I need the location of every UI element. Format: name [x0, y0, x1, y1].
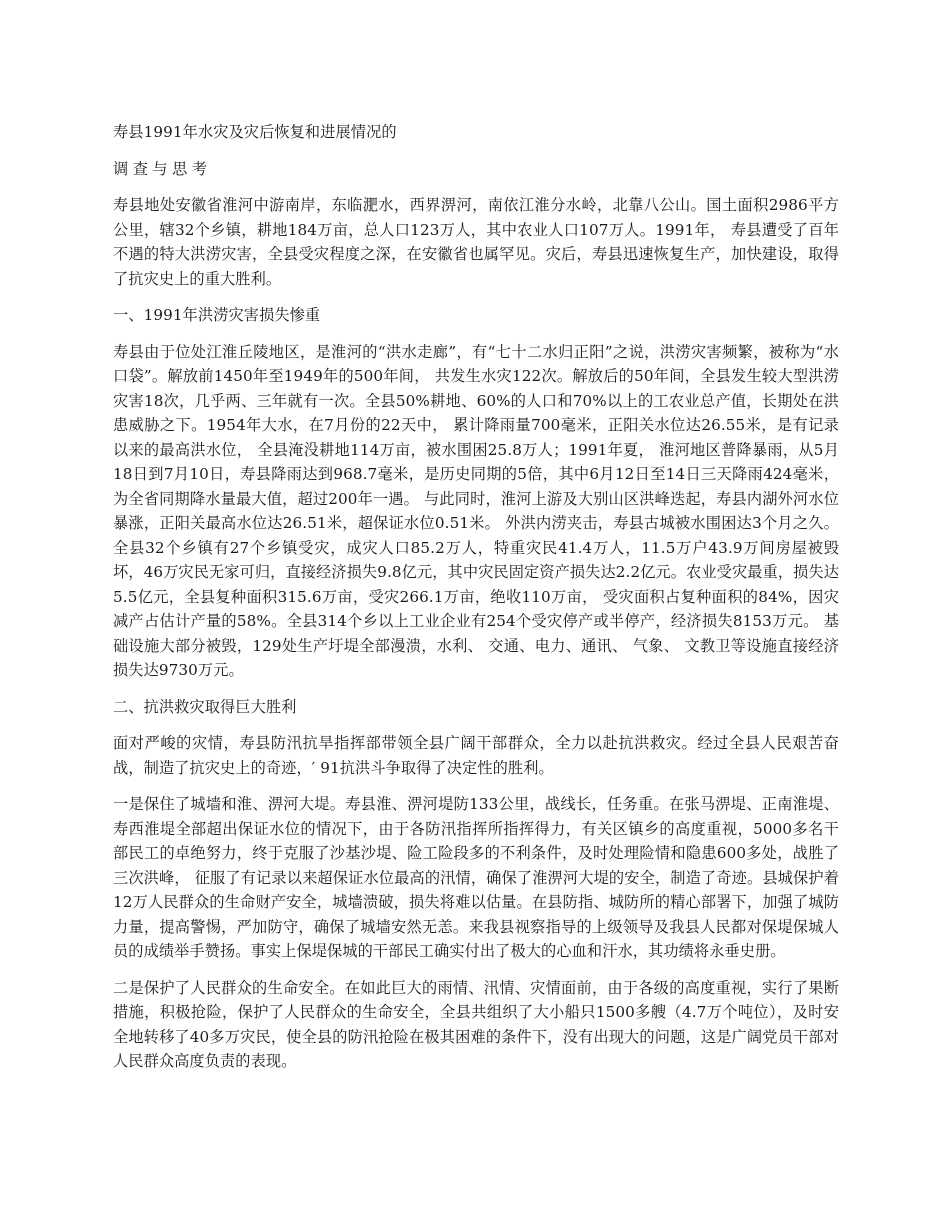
document-title: 寿县1991年水灾及灾后恢复和进展情况的	[113, 123, 397, 141]
section-heading-1: 一、1991年洪涝灾害损失惨重	[113, 306, 321, 324]
document-page	[113, 120, 839, 1086]
intro-paragraph: 寿县地处安徽省淮河中游南岸，东临淝水，西界淠河，南依江淮分水岭，北靠八公山。国土面积2986平方公里，辖32个乡镇，耕地184万亩，总人口123万人，其中农业人口107万人。1991年， 寿县遭受了百年不遇的特大洪涝灾害，全县受灾程度之深，在安徽省也属罕见。灾后，寿县迅速恢复生产，加快建设，取得了抗灾史上的重大胜利。	[113, 196, 839, 288]
levee-paragraph: 一是保住了城墙和淮、淠河大堤。寿县淮、淠河堤防133公里，战线长，任务重。在张马淠堤、正南淮堤、寿西淮堤全部超出保证水位的情况下，由于各防汛指挥所指挥得力，有关区镇乡的高度重视，5000多名干部民工的卓绝努力，终于克服了沙基沙堤、险工险段多的不利条件，及时处理险情和隐患600多处，战胜了三次洪峰， 征服了有记录以来超保证水位最高的汛情，确保了淮淠河大堤的安全，制造了奇迹。县城保护着12万人民群众的生命财产安全，城墙溃破，损失将难以估量。在县防指、城防所的精心部署下，加强了城防力量，提高警惕，严加防守，确保了城墙安然无恙。来我县视察指导的上级领导及我县人民都对保堤保城人员的成绩举手赞扬。事实上保堤保城的干部民工确实付出了极大的心血和汗水，其功绩将永垂史册。	[113, 795, 839, 960]
document-subtitle: 调查与思考	[113, 159, 212, 178]
relief-intro-paragraph: 面对严峻的灾情，寿县防汛抗旱指挥部带领全县广阔干部群众，全力以赴抗洪救灾。经过全县人民艰苦奋战，制造了抗灾史上的奇迹，′ 91抗洪斗争取得了决定性的胜利。	[113, 734, 839, 777]
section-heading-2: 二、抗洪救灾取得巨大胜利	[113, 697, 297, 716]
flood-loss-paragraph: 寿县由于位处江淮丘陵地区，是淮河的“洪水走廊”，有“七十二水归正阳”之说，洪涝灾害频繁，被称为“水口袋”。解放前1450年至1949年的500年间， 共发生水灾122次。解放后的50年间，全县发生较大型洪涝灾害18次，几乎两、三年就有一次。全县50%耕地、60%的人口和70%以上的工农业总产值，长期处在洪患威胁之下。1954年大水，在7月份的22天中， 累计降雨量700毫米，正阳关水位达26.55米，是有记录以来的最高洪水位， 全县淹没耕地114万亩，被水围困25.8万人；1991年夏， 淮河地区普降暴雨，从5月18日到7月10日，寿县降雨达到968.7毫米，是历史同期的5倍，其中6月12日至14日三天降雨424毫米，为全省同期降水量最大值，超过200年一遇。 与此同时，淮河上游及大别山区洪峰迭起，寿县内湖外河水位暴涨，正阳关最高水位达26.51米，超保证水位0.51米。 外洪内涝夹击，寿县古城被水围困达3个月之久。全县32个乡镇有27个乡镇受灾，成灾人口85.2万人，特重灾民41.4万人，11.5万户43.9万间房屋被毁坏，46万灾民无家可归，直接经济损失9.8亿元，其中灾民固定资产损失达2.2亿元。农业受灾最重，损失达5.5亿元，全县复种面积315.6万亩，受灾266.1万亩，绝收110万亩， 受灾面积占复种面积的84%，因灾减产占估计产量的58%。全县314个乡以上工业企业有254个受灾停产或半停产，经济损失8153万元。 基础设施大部分被毁，129处生产圩堤全部漫溃，水利、 交通、电力、通讯、 气象、 文教卫等设施直接经济损失达9730万元。	[113, 342, 839, 679]
safety-paragraph: 二是保护了人民群众的生命安全。在如此巨大的雨情、汛情、灾情面前，由于各级的高度重视，实行了果断措施，积极抢险，保护了人民群众的生命安全，全县共组织了大小船只1500多艘（4.7万个吨位），及时安全地转移了40多万灾民，使全县的防汛抢险在极其困难的条件下，没有出现大的问题，这是广阔党员干部对人民群众高度负责的表现。	[113, 978, 839, 1070]
